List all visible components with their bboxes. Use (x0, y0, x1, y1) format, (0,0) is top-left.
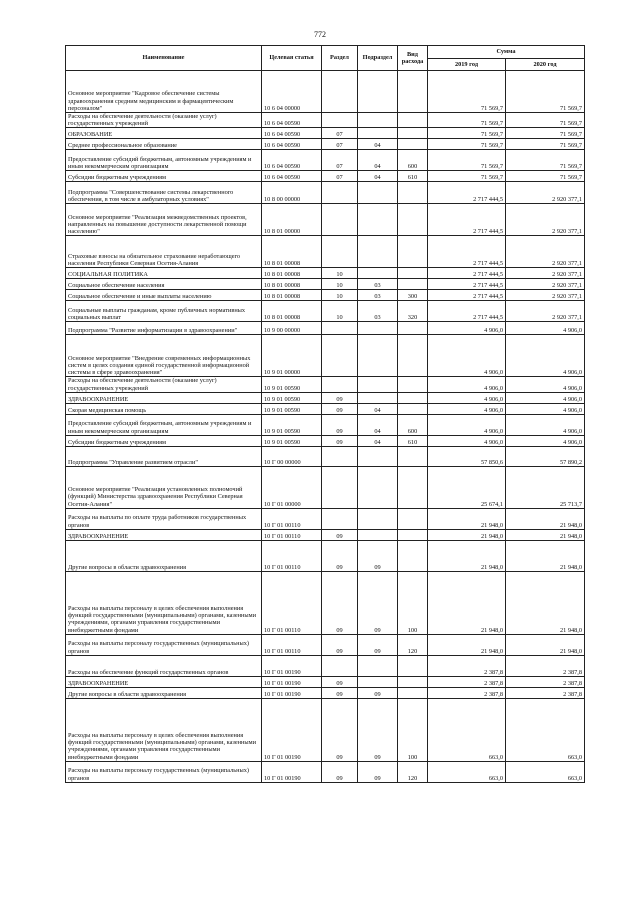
row-sum-2020: 21 948,0 (506, 571, 585, 634)
row-sum-2019: 663,0 (428, 698, 506, 761)
row-code: 10 Г 01 00110 (262, 634, 322, 655)
row-sum-2020: 4 906,0 (506, 377, 585, 392)
row-sum-2019: 71 569,7 (428, 171, 506, 182)
row-code: 10 6 04 00000 (262, 71, 322, 113)
row-expense: 610 (398, 435, 428, 446)
row-code: 10 Г 01 00110 (262, 571, 322, 634)
row-sum-2019: 25 674,1 (428, 466, 506, 508)
table-row (66, 279, 585, 290)
row-code: 10 Г 01 00000 (262, 466, 322, 508)
row-expense (398, 204, 428, 236)
table-row (66, 113, 585, 128)
row-subsection (358, 322, 398, 335)
table-row (66, 529, 585, 540)
row-subsection: 04 (358, 139, 398, 150)
row-name: Основное мероприятие "Внедрение современных информационных систем в целях создания единой государственной информационной системы в сфере здравоохранения" (66, 335, 262, 377)
row-sum-2020: 2 387,8 (506, 676, 585, 687)
row-section (322, 182, 358, 204)
table-row (66, 71, 585, 113)
table-row (66, 150, 585, 171)
row-code: 10 6 04 00590 (262, 150, 322, 171)
header-year-2020: 2020 год (506, 59, 585, 71)
row-section: 09 (322, 529, 358, 540)
row-sum-2020: 21 948,0 (506, 540, 585, 571)
row-sum-2020: 71 569,7 (506, 71, 585, 113)
row-name: Расходы на выплаты персоналу государственных (муниципальных) органов (66, 761, 262, 782)
row-code: 10 Г 01 00110 (262, 508, 322, 529)
row-subsection (358, 113, 398, 128)
row-subsection (358, 466, 398, 508)
table-body (66, 71, 585, 783)
row-name: Расходы на выплаты персоналу в целях обеспечения выполнения функций государственными (муниципальными) органами, казенными учреждениями, органами управления государственными внебюджетными фондами (66, 571, 262, 634)
row-subsection: 03 (358, 301, 398, 322)
row-subsection (358, 236, 398, 268)
row-section (322, 113, 358, 128)
row-name: Подпрограмма "Управление развитием отрасли" (66, 446, 262, 466)
row-name: Другие вопросы в области здравоохранения (66, 540, 262, 571)
row-sum-2019: 21 948,0 (428, 540, 506, 571)
row-sum-2019: 663,0 (428, 761, 506, 782)
row-code: 10 9 00 00000 (262, 322, 322, 335)
row-expense (398, 403, 428, 414)
row-sum-2019: 4 906,0 (428, 322, 506, 335)
header-year-2019: 2019 год (428, 59, 506, 71)
row-code: 10 Г 01 00190 (262, 687, 322, 698)
row-sum-2019: 2 717 444,5 (428, 204, 506, 236)
row-sum-2019: 4 906,0 (428, 392, 506, 403)
row-expense (398, 540, 428, 571)
table-row (66, 182, 585, 204)
table-row (66, 322, 585, 335)
row-sum-2020: 21 948,0 (506, 634, 585, 655)
row-sum-2020: 25 713,7 (506, 466, 585, 508)
row-code: 10 Г 01 00190 (262, 655, 322, 676)
row-code: 10 Г 01 00190 (262, 676, 322, 687)
row-section: 09 (322, 761, 358, 782)
row-section: 10 (322, 301, 358, 322)
row-subsection (358, 392, 398, 403)
table-row (66, 446, 585, 466)
row-sum-2020: 4 906,0 (506, 414, 585, 435)
row-sum-2019: 4 906,0 (428, 435, 506, 446)
row-expense (398, 466, 428, 508)
row-section: 09 (322, 540, 358, 571)
table-row (66, 128, 585, 139)
row-expense: 120 (398, 634, 428, 655)
table-row (66, 204, 585, 236)
table-row (66, 301, 585, 322)
row-name: ЗДРАВООХРАНЕНИЕ (66, 529, 262, 540)
row-code: 10 9 01 00590 (262, 414, 322, 435)
header-subsection: Подраздел (358, 46, 398, 71)
row-expense (398, 676, 428, 687)
row-expense: 100 (398, 698, 428, 761)
row-code: 10 9 01 00590 (262, 377, 322, 392)
row-name: Предоставление субсидий бюджетным, автономным учреждениям и иным некоммерческим организациям (66, 150, 262, 171)
row-code: 10 6 04 00590 (262, 171, 322, 182)
row-sum-2019: 21 948,0 (428, 529, 506, 540)
row-expense: 100 (398, 571, 428, 634)
row-name: Страховые взносы на обязательное страхование неработающего населения Республики Северная Осетия-Алания (66, 236, 262, 268)
row-subsection (358, 204, 398, 236)
row-sum-2020: 71 569,7 (506, 139, 585, 150)
row-sum-2020: 4 906,0 (506, 403, 585, 414)
row-sum-2019: 71 569,7 (428, 139, 506, 150)
row-sum-2020: 21 948,0 (506, 508, 585, 529)
row-expense (398, 268, 428, 279)
row-code: 10 8 01 00008 (262, 279, 322, 290)
row-expense (398, 182, 428, 204)
row-section: 09 (322, 676, 358, 687)
row-expense (398, 508, 428, 529)
row-subsection (358, 377, 398, 392)
row-subsection: 09 (358, 687, 398, 698)
row-sum-2020: 4 906,0 (506, 392, 585, 403)
row-sum-2019: 71 569,7 (428, 150, 506, 171)
row-sum-2019: 21 948,0 (428, 508, 506, 529)
row-subsection: 09 (358, 698, 398, 761)
row-sum-2019: 2 717 444,5 (428, 290, 506, 301)
budget-table (65, 45, 585, 783)
row-section: 07 (322, 150, 358, 171)
row-sum-2019: 4 906,0 (428, 335, 506, 377)
row-name: Социальные выплаты гражданам, кроме публичных нормативных социальных выплат (66, 301, 262, 322)
row-subsection (358, 655, 398, 676)
row-name: Социальное обеспечение и иные выплаты населению (66, 290, 262, 301)
row-sum-2020: 2 387,8 (506, 687, 585, 698)
row-subsection: 09 (358, 571, 398, 634)
row-sum-2019: 2 717 444,5 (428, 268, 506, 279)
row-section: 09 (322, 698, 358, 761)
row-subsection (358, 446, 398, 466)
row-code: 10 Г 01 00110 (262, 540, 322, 571)
row-code: 10 8 01 00008 (262, 268, 322, 279)
row-sum-2020: 4 906,0 (506, 435, 585, 446)
table-row (66, 435, 585, 446)
row-expense (398, 236, 428, 268)
row-subsection: 09 (358, 540, 398, 571)
row-expense (398, 655, 428, 676)
row-name: Расходы на обеспечение деятельности (оказание услуг) государственных учреждений (66, 377, 262, 392)
row-name: СОЦИАЛЬНАЯ ПОЛИТИКА (66, 268, 262, 279)
row-name: Предоставление субсидий бюджетным, автономным учреждениям и иным некоммерческим организациям (66, 414, 262, 435)
row-sum-2019: 21 948,0 (428, 634, 506, 655)
row-section: 07 (322, 139, 358, 150)
row-section (322, 446, 358, 466)
row-code: 10 8 01 00008 (262, 236, 322, 268)
row-subsection (358, 268, 398, 279)
row-expense (398, 322, 428, 335)
row-name: Расходы на обеспечение функций государственных органов (66, 655, 262, 676)
row-expense (398, 529, 428, 540)
row-subsection (358, 182, 398, 204)
row-sum-2019: 21 948,0 (428, 571, 506, 634)
row-code: 10 Г 00 00000 (262, 446, 322, 466)
table-row (66, 687, 585, 698)
row-section: 10 (322, 290, 358, 301)
row-sum-2020: 2 387,8 (506, 655, 585, 676)
row-name: Основное мероприятие "Реализация межведомственных проектов, направленных на повышение доступности лекарственной помощи населению" (66, 204, 262, 236)
table-row (66, 761, 585, 782)
row-sum-2019: 2 717 444,5 (428, 182, 506, 204)
row-expense (398, 446, 428, 466)
row-name: Другие вопросы в области здравоохранения (66, 687, 262, 698)
row-code: 10 6 04 00590 (262, 128, 322, 139)
row-section (322, 508, 358, 529)
row-code: 10 6 04 00590 (262, 113, 322, 128)
row-code: 10 6 04 00590 (262, 139, 322, 150)
row-section (322, 322, 358, 335)
row-code: 10 Г 01 00110 (262, 529, 322, 540)
table-row (66, 466, 585, 508)
page-number: 772 (314, 30, 326, 39)
row-name: Расходы на обеспечение деятельности (оказание услуг) государственных учреждений (66, 113, 262, 128)
row-section (322, 204, 358, 236)
row-section: 10 (322, 279, 358, 290)
row-expense: 300 (398, 290, 428, 301)
row-subsection (358, 676, 398, 687)
table-row (66, 403, 585, 414)
row-section: 07 (322, 128, 358, 139)
row-sum-2020: 2 920 377,1 (506, 204, 585, 236)
row-sum-2020: 2 920 377,1 (506, 182, 585, 204)
row-section (322, 377, 358, 392)
row-sum-2020: 4 906,0 (506, 322, 585, 335)
row-subsection: 04 (358, 171, 398, 182)
row-sum-2020: 663,0 (506, 761, 585, 782)
row-expense: 120 (398, 761, 428, 782)
row-section (322, 71, 358, 113)
row-subsection: 04 (358, 414, 398, 435)
row-sum-2019: 2 387,8 (428, 676, 506, 687)
row-sum-2020: 71 569,7 (506, 171, 585, 182)
row-name: Социальное обеспечение населения (66, 279, 262, 290)
row-section: 10 (322, 268, 358, 279)
table-row (66, 236, 585, 268)
header-expense: Вид расхода (398, 46, 428, 71)
row-sum-2020: 2 920 377,1 (506, 268, 585, 279)
row-sum-2020: 2 920 377,1 (506, 279, 585, 290)
row-expense (398, 128, 428, 139)
row-name: ЗДРАВООХРАНЕНИЕ (66, 676, 262, 687)
header-name: Наименование (66, 46, 262, 71)
row-name: Подпрограмма "Совершенствование системы лекарственного обеспечения, в том числе в амбулаторных условиях" (66, 182, 262, 204)
row-code: 10 8 01 00000 (262, 204, 322, 236)
row-expense (398, 139, 428, 150)
row-sum-2019: 2 717 444,5 (428, 236, 506, 268)
row-section: 09 (322, 634, 358, 655)
row-code: 10 Г 01 00190 (262, 761, 322, 782)
row-subsection: 04 (358, 435, 398, 446)
row-sum-2019: 2 717 444,5 (428, 301, 506, 322)
table-row (66, 676, 585, 687)
row-sum-2020: 71 569,7 (506, 113, 585, 128)
table-row (66, 414, 585, 435)
row-sum-2019: 71 569,7 (428, 113, 506, 128)
row-section (322, 655, 358, 676)
row-section: 09 (322, 571, 358, 634)
table-row (66, 377, 585, 392)
row-code: 10 8 00 00000 (262, 182, 322, 204)
row-expense (398, 113, 428, 128)
row-sum-2019: 4 906,0 (428, 414, 506, 435)
row-sum-2020: 2 920 377,1 (506, 290, 585, 301)
row-name: Расходы на выплаты по оплате труда работников государственных органов (66, 508, 262, 529)
table-row (66, 540, 585, 571)
row-subsection: 03 (358, 279, 398, 290)
table-row (66, 268, 585, 279)
row-code: 10 Г 01 00190 (262, 698, 322, 761)
table-row (66, 335, 585, 377)
header-sum: Сумма (428, 46, 585, 59)
row-section: 07 (322, 171, 358, 182)
row-name: Подпрограмма "Развитие информатизации в здравоохранении" (66, 322, 262, 335)
row-subsection: 09 (358, 761, 398, 782)
row-section (322, 236, 358, 268)
row-name: Субсидии бюджетным учреждениям (66, 171, 262, 182)
table-row (66, 698, 585, 761)
row-code: 10 9 01 00590 (262, 435, 322, 446)
row-subsection: 04 (358, 403, 398, 414)
row-sum-2020: 21 948,0 (506, 529, 585, 540)
row-name: Среднее профессиональное образование (66, 139, 262, 150)
row-sum-2020: 2 920 377,1 (506, 301, 585, 322)
row-code: 10 9 01 00590 (262, 392, 322, 403)
row-sum-2020: 4 906,0 (506, 335, 585, 377)
row-code: 10 8 01 00008 (262, 290, 322, 301)
row-code: 10 9 01 00000 (262, 335, 322, 377)
row-name: ЗДРАВООХРАНЕНИЕ (66, 392, 262, 403)
row-expense (398, 279, 428, 290)
row-expense: 320 (398, 301, 428, 322)
row-subsection (358, 508, 398, 529)
row-section: 09 (322, 392, 358, 403)
row-sum-2020: 71 569,7 (506, 128, 585, 139)
row-sum-2019: 71 569,7 (428, 128, 506, 139)
row-sum-2019: 57 850,6 (428, 446, 506, 466)
row-subsection: 03 (358, 290, 398, 301)
row-name: Основное мероприятие "Кадровое обеспечение системы здравоохранения средним медицинским и фармацевтическим персоналом" (66, 71, 262, 113)
row-name: Основное мероприятие "Реализация установленных полномочий (функций) Министерства здравоохранения Республики Северная Осетия-Алания" (66, 466, 262, 508)
row-name: ОБРАЗОВАНИЕ (66, 128, 262, 139)
header-code: Целевая статья (262, 46, 322, 71)
row-sum-2020: 71 569,7 (506, 150, 585, 171)
row-expense: 600 (398, 150, 428, 171)
row-sum-2019: 71 569,7 (428, 71, 506, 113)
table-row (66, 571, 585, 634)
row-sum-2019: 4 906,0 (428, 403, 506, 414)
row-name: Субсидии бюджетным учреждениям (66, 435, 262, 446)
row-subsection: 09 (358, 634, 398, 655)
table-row (66, 655, 585, 676)
row-subsection (358, 529, 398, 540)
table-row (66, 634, 585, 655)
row-section: 09 (322, 687, 358, 698)
row-subsection (358, 71, 398, 113)
table-row (66, 139, 585, 150)
row-expense (398, 687, 428, 698)
header-section: Раздел (322, 46, 358, 71)
row-sum-2020: 2 920 377,1 (506, 236, 585, 268)
row-expense: 610 (398, 171, 428, 182)
table-row (66, 290, 585, 301)
row-name: Расходы на выплаты персоналу государственных (муниципальных) органов (66, 634, 262, 655)
row-subsection (358, 128, 398, 139)
row-expense (398, 392, 428, 403)
row-expense (398, 335, 428, 377)
row-section: 09 (322, 403, 358, 414)
row-code: 10 9 01 00590 (262, 403, 322, 414)
row-section (322, 466, 358, 508)
row-name: Скорая медицинская помощь (66, 403, 262, 414)
row-section: 09 (322, 414, 358, 435)
row-expense: 600 (398, 414, 428, 435)
row-sum-2020: 57 890,2 (506, 446, 585, 466)
row-section: 09 (322, 435, 358, 446)
row-sum-2019: 2 387,8 (428, 687, 506, 698)
table-row (66, 392, 585, 403)
row-expense (398, 377, 428, 392)
table-row (66, 171, 585, 182)
row-code: 10 8 01 00008 (262, 301, 322, 322)
row-subsection (358, 335, 398, 377)
row-sum-2019: 2 717 444,5 (428, 279, 506, 290)
row-subsection: 04 (358, 150, 398, 171)
table-row (66, 508, 585, 529)
row-section (322, 335, 358, 377)
row-sum-2019: 4 906,0 (428, 377, 506, 392)
row-sum-2019: 2 387,8 (428, 655, 506, 676)
row-expense (398, 71, 428, 113)
row-name: Расходы на выплаты персоналу в целях обеспечения выполнения функций государственными (муниципальными) органами, казенными учреждениями, органами управления государственными внебюджетными фондами (66, 698, 262, 761)
row-sum-2020: 663,0 (506, 698, 585, 761)
